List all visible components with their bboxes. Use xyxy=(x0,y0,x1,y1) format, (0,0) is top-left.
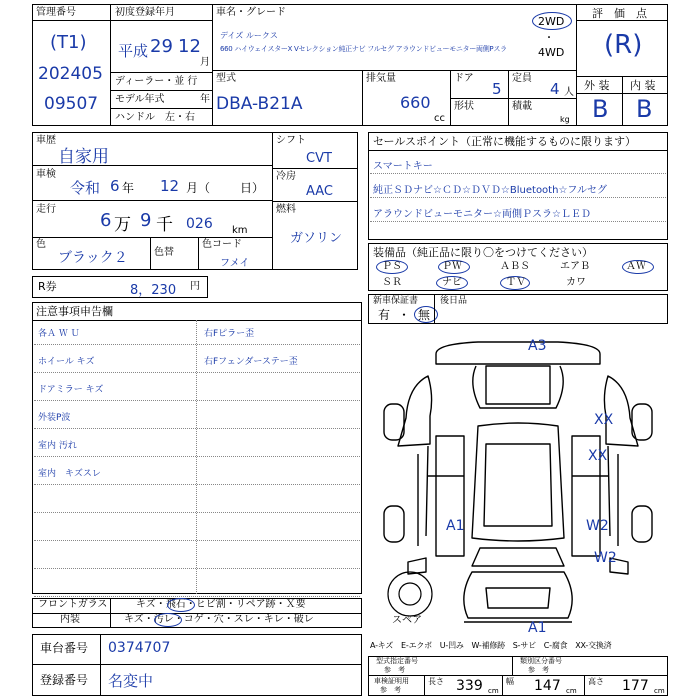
diagram-mark: A1 xyxy=(528,620,547,634)
divider xyxy=(502,675,503,696)
equipment-item: カワ xyxy=(566,277,586,288)
note-rule xyxy=(34,428,360,429)
capacity: 4 xyxy=(550,80,560,98)
spare-label: スペア xyxy=(392,615,422,626)
year-unit: 年 xyxy=(200,94,210,105)
note-rule xyxy=(34,372,360,373)
glass-circle xyxy=(167,598,195,612)
interior-text: キズ・汚レ・コゲ・穴・スレ・キレ・破レ xyxy=(124,614,314,625)
note-rule xyxy=(34,512,360,513)
dealer-label: ディーラー・並 行 xyxy=(115,76,198,87)
note-rule xyxy=(34,484,360,485)
diagram-mark: XX xyxy=(594,412,614,428)
cm-unit: cm xyxy=(654,687,665,695)
equipment-item: ナビ xyxy=(442,277,462,288)
fuel-value: ガソリン xyxy=(290,231,343,246)
divider xyxy=(32,237,272,238)
ref-label: 参 考 xyxy=(528,666,549,674)
first-reg-era: 平成 xyxy=(118,42,149,60)
class-label: 類別区分番号 xyxy=(520,657,562,665)
divider xyxy=(32,200,272,201)
mileage-1: 6 xyxy=(100,210,112,231)
divider xyxy=(508,98,509,126)
score-label: 評 価 点 xyxy=(592,7,647,20)
model-type: DBA-B21A xyxy=(216,94,303,114)
equipment-item: ＳＲ xyxy=(382,277,402,288)
equipment-item: ＴＶ xyxy=(506,277,526,288)
inspection-day-unit: 日） xyxy=(240,181,265,195)
divider xyxy=(622,76,623,126)
drive-4wd: 4WD xyxy=(538,46,565,59)
divider xyxy=(512,656,513,675)
r-ticket-value: 8，230 xyxy=(130,283,177,298)
divider xyxy=(576,93,668,94)
divider xyxy=(150,237,151,270)
model-year-label: モデル年式 xyxy=(115,94,165,105)
divider xyxy=(368,150,668,151)
note-rule xyxy=(34,344,360,345)
sales-point: スマートキー xyxy=(373,161,433,172)
warranty-no: 無 xyxy=(418,308,431,322)
note-item: 室内 キズスレ xyxy=(38,469,101,479)
interior-label: 内装 xyxy=(60,614,80,625)
diagram-mark: A3 xyxy=(528,338,547,354)
note-rule xyxy=(34,596,360,597)
sales-point: 純正ＳＤナビ☆ＣＤ☆ＤＶＤ☆Bluetooth☆フルセグ xyxy=(373,185,608,196)
mileage-label: 走行 xyxy=(36,204,56,215)
sales-point: アラウンドビューモニター☆両側Ｐスラ☆ＬＥＤ xyxy=(373,209,591,220)
first-reg-year: 29 xyxy=(150,36,173,57)
first-reg-month: 12 xyxy=(178,36,201,57)
score: (R) xyxy=(604,30,643,60)
capacity-label: 定員 xyxy=(512,73,532,84)
length-value: 339 xyxy=(456,678,483,694)
note-item: ホイール キズ xyxy=(38,357,95,367)
doors: 5 xyxy=(492,80,502,98)
note-rule xyxy=(34,540,360,541)
divider xyxy=(576,20,668,21)
divider xyxy=(32,20,110,21)
chassis-value: 0374707 xyxy=(108,640,171,656)
first-reg-label: 初度登録年月 xyxy=(115,7,175,18)
load-label: 積載 xyxy=(512,101,532,112)
cm-unit: cm xyxy=(488,687,499,695)
note-rule xyxy=(34,456,360,457)
model-type-label: 型式 xyxy=(216,73,236,84)
displacement-label: 排気量 xyxy=(366,73,396,84)
inspection-year: 6 xyxy=(110,177,120,195)
warranty-yes: 有 xyxy=(378,308,391,322)
divider xyxy=(32,165,272,166)
note-item: 外装P波 xyxy=(38,413,71,423)
ref-label: 参 考 xyxy=(384,666,405,674)
inspection-month-unit: 月（ xyxy=(186,181,211,195)
divider xyxy=(212,70,576,71)
shift-value: CVT xyxy=(306,151,332,166)
yen-unit: 円 xyxy=(190,281,200,292)
mgmt-num1: 202405 xyxy=(38,64,103,84)
front-glass-label: フロントガラス xyxy=(38,599,108,610)
note-rule xyxy=(34,400,360,401)
divider xyxy=(370,173,666,174)
equipment-label: 装備品（純正品に限り〇をつけてください） xyxy=(373,246,593,259)
ext-grade: B xyxy=(592,95,609,123)
mileage-3: 026 xyxy=(186,216,213,232)
divider xyxy=(370,221,666,222)
mgmt-label: 管理番号 xyxy=(36,7,76,18)
int-label: 内 装 xyxy=(630,79,656,92)
cert-label: 車検証明用 xyxy=(374,677,409,685)
divider xyxy=(32,320,362,321)
int-grade: B xyxy=(636,95,653,123)
r-ticket-label: R券 xyxy=(38,280,57,293)
color-code-label: 色コード xyxy=(202,239,242,250)
divider xyxy=(110,20,212,21)
shift-label: シフト xyxy=(276,135,306,146)
month-unit: 月 xyxy=(200,57,210,68)
mileage-sen: 千 xyxy=(156,215,173,235)
cc-unit: cc xyxy=(434,113,445,124)
divider xyxy=(362,70,363,126)
drive-2wd: 2WD xyxy=(538,15,565,28)
legend: A-キズ E-エクボ U-凹み W-補修跡 S-サビ C-腐食 XX-交換済 xyxy=(370,641,612,650)
divider xyxy=(508,70,509,98)
mgmt-code: (T1) xyxy=(50,32,87,53)
note-item: 右Fフェンダーステー歪 xyxy=(204,357,298,367)
color-change-label: 色替 xyxy=(154,247,174,258)
height-label: 高さ xyxy=(588,677,604,686)
car-name-label: 車名・グレード xyxy=(216,7,286,18)
reg-value: 名変中 xyxy=(108,672,154,690)
equipment-item: ＡＷ xyxy=(626,261,646,272)
divider xyxy=(196,320,197,594)
warranty-label: 新車保証書 xyxy=(373,296,419,306)
kg-unit: kg xyxy=(560,115,570,124)
note-item: 室内 汚れ xyxy=(38,441,77,451)
r-ticket-box xyxy=(32,276,208,298)
note-item: 右Fピラー歪 xyxy=(204,329,255,339)
divider xyxy=(100,634,101,696)
length-label: 長さ xyxy=(428,677,444,686)
equipment-item: エアＢ xyxy=(560,261,590,272)
divider xyxy=(272,168,358,169)
history-value: 自家用 xyxy=(58,147,109,167)
diagram-mark: A1 xyxy=(446,518,465,534)
reg-label: 登録番号 xyxy=(40,673,89,687)
notes-label: 注意事項申告欄 xyxy=(36,305,113,318)
divider xyxy=(110,72,212,73)
car-diagram xyxy=(368,326,668,634)
height-value: 177 xyxy=(622,678,649,694)
diagram-mark: XX xyxy=(588,448,608,464)
interior-circle xyxy=(154,613,182,627)
km-unit: km xyxy=(232,225,248,236)
color-label: 色 xyxy=(36,239,46,250)
cm-unit: cm xyxy=(566,687,577,695)
divider xyxy=(110,90,212,91)
divider xyxy=(584,675,585,696)
mileage-man: 万 xyxy=(114,215,131,235)
ext-label: 外 装 xyxy=(584,79,610,92)
width-label: 幅 xyxy=(506,677,514,686)
divider xyxy=(368,675,668,676)
ac-label: 冷房 xyxy=(276,171,296,182)
note-item: 各Ａ Ｗ Ｕ xyxy=(38,329,80,339)
type-spec-label: 型式指定番号 xyxy=(376,657,418,665)
ac-value: AAC xyxy=(306,184,333,199)
inspection-label: 車検 xyxy=(36,169,56,180)
front-glass-text: キズ・飛石・ヒビ割・リペア跡・Ｘ要 xyxy=(136,599,306,610)
inspection-era: 令和 xyxy=(70,179,101,197)
inspection-month: 12 xyxy=(160,177,180,195)
color-code: フメイ xyxy=(220,258,250,269)
car-name-line1: デイズ ルークス xyxy=(220,31,278,40)
fuel-label: 燃料 xyxy=(276,204,296,215)
later-label: 後日品 xyxy=(440,296,468,306)
equipment-item: ＡＢＳ xyxy=(500,261,530,272)
divider xyxy=(424,675,425,696)
mileage-2: 9 xyxy=(140,210,152,231)
divider xyxy=(450,98,576,99)
divider xyxy=(110,108,212,109)
note-item: ドアミラー キズ xyxy=(38,385,104,395)
car-name-line2: 660 ハイウェイスターX Vセレクション純正ナビ フルセグ アラウンドビューモニター両側Pスラ xyxy=(220,45,507,53)
notes-box xyxy=(32,302,362,594)
divider xyxy=(32,664,362,665)
color-value: ブラック２ xyxy=(58,250,128,266)
mgmt-num2: 09507 xyxy=(44,94,99,114)
width-value: 147 xyxy=(534,678,561,694)
equipment-item: ＰＳ xyxy=(382,261,402,272)
divider xyxy=(212,4,213,126)
displacement: 660 xyxy=(400,93,431,112)
divider xyxy=(370,197,666,198)
history-label: 車歴 xyxy=(36,135,56,146)
ref-label: 参 考 xyxy=(380,686,401,694)
equipment-item: ＰＷ xyxy=(442,261,462,272)
divider xyxy=(272,201,358,202)
diagram-mark: W2 xyxy=(594,550,617,566)
diagram-mark: W2 xyxy=(586,518,609,534)
divider xyxy=(576,4,577,126)
capacity-unit: 人 xyxy=(564,87,574,98)
sales-points-label: セールスポイント（正常に機能するものに限ります） xyxy=(373,135,637,148)
chassis-label: 車台番号 xyxy=(40,641,89,655)
divider xyxy=(198,237,199,270)
shape-label: 形状 xyxy=(454,101,474,112)
warranty-sep: ・ xyxy=(398,308,411,322)
note-rule xyxy=(34,568,360,569)
doors-label: ドア xyxy=(454,73,474,84)
drive-dot: ・ xyxy=(544,33,554,44)
inspection-year-unit: 年 xyxy=(122,181,135,195)
divider xyxy=(434,294,435,324)
handle-label: ハンドル 左・右 xyxy=(115,112,195,123)
